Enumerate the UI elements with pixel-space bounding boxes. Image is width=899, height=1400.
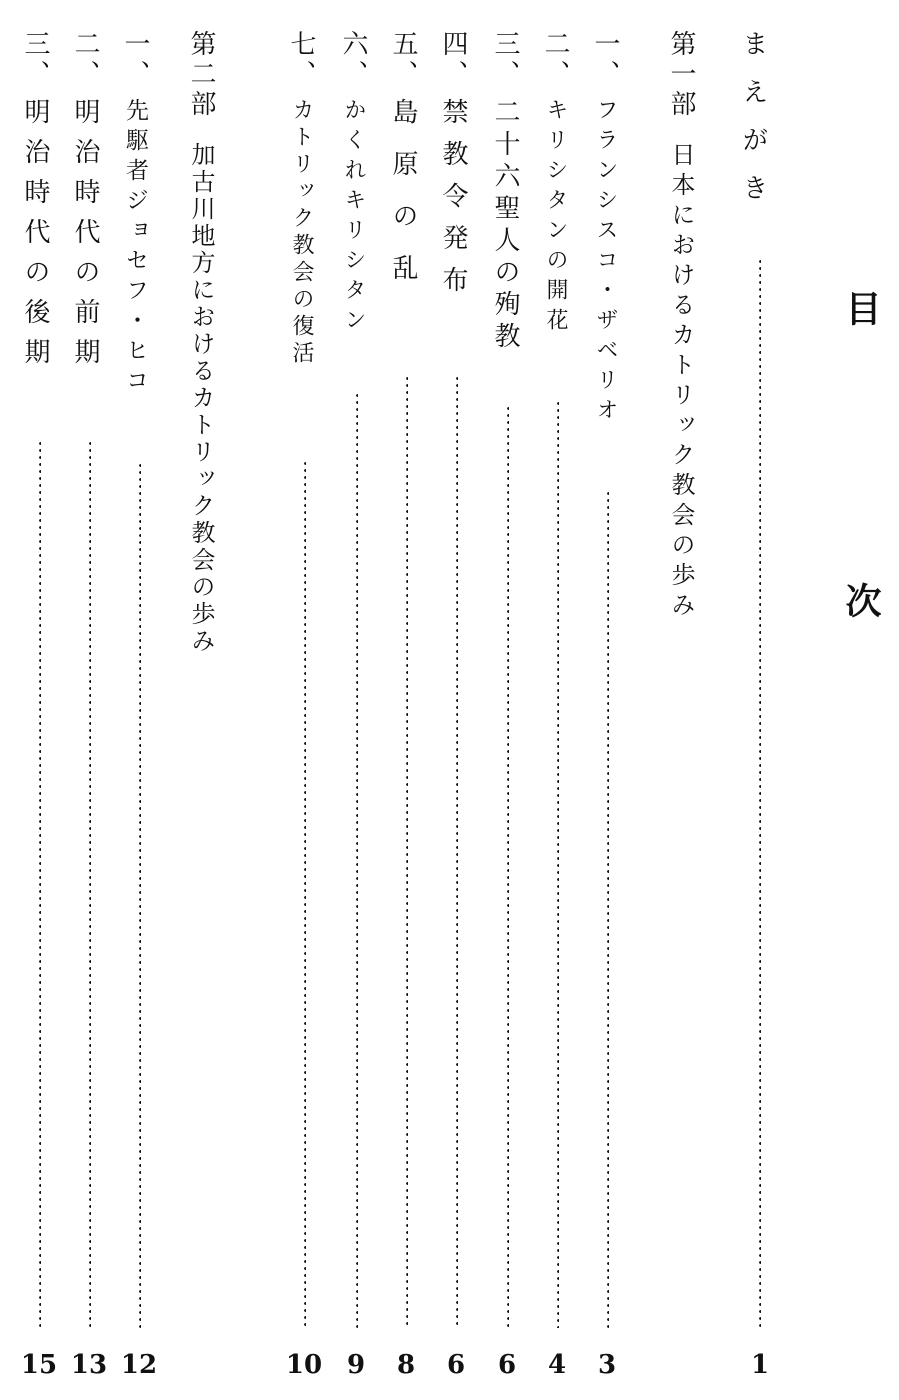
toc-entry-p1-7[interactable] (288, 30, 314, 368)
chapter-title: キリシタンの開花 (543, 98, 568, 338)
dot-leader (139, 462, 141, 1328)
dot-leader (557, 400, 559, 1328)
chapter-title: 二十六聖人の殉教 (490, 98, 520, 354)
part-title: 加古川地方におけるカトリック教会の歩み (187, 142, 215, 655)
chapter-number: 二、 (70, 30, 100, 90)
dot-leader (304, 460, 306, 1328)
dot-leader (89, 440, 91, 1328)
page-number: 13 (70, 1350, 108, 1380)
page-number: 3 (597, 1350, 617, 1380)
part-number: 第二部 (186, 30, 216, 120)
chapter-number: 三、 (490, 30, 520, 90)
chapter-title: 禁教令発布 (438, 98, 468, 308)
page-number: 8 (396, 1350, 416, 1380)
chapter-number: 六、 (338, 30, 368, 90)
chapter-number: 七、 (286, 30, 316, 90)
toc-entry-p1-3[interactable] (492, 30, 518, 354)
chapter-title: 先駆者ジョセフ・ヒコ (122, 98, 148, 398)
chapter-title: 島原の乱 (388, 98, 418, 306)
page-number: 9 (346, 1350, 366, 1380)
chapter-title: 明治時代の前期 (70, 98, 100, 378)
chapter-number: 四、 (438, 30, 468, 90)
toc-entry-preface[interactable] (740, 30, 766, 222)
chapter-number: 一、 (120, 30, 150, 90)
page-title: 目 次 (840, 290, 882, 728)
chapter-number: 三、 (20, 30, 50, 90)
chapter-number: 二、 (540, 30, 570, 90)
toc-entry-p2-2[interactable] (72, 30, 98, 378)
part-number: 第一部 (666, 30, 696, 120)
entry-title: まえがき (738, 30, 768, 222)
page-number: 4 (547, 1350, 567, 1380)
dot-leader (406, 375, 408, 1328)
page-number: 6 (446, 1350, 466, 1380)
chapter-number: 一、 (590, 30, 620, 90)
chapter-title: 明治時代の後期 (20, 98, 50, 378)
chapter-title: カトリック教会の復活 (289, 98, 314, 368)
chapter-number: 五、 (388, 30, 418, 90)
toc-entry-p1-2[interactable] (542, 30, 568, 338)
dot-leader (356, 392, 358, 1328)
dot-leader (759, 258, 761, 1328)
chapter-title: フランシスコ・ザベリオ (593, 98, 618, 428)
page-number: 12 (120, 1350, 158, 1380)
page-number: 1 (750, 1350, 770, 1380)
toc-entry-p2-1[interactable] (122, 30, 148, 398)
toc-entry-p1-6[interactable] (340, 30, 366, 338)
dot-leader (607, 490, 609, 1328)
toc-entry-p1-4[interactable] (440, 30, 466, 308)
page-number: 15 (20, 1350, 58, 1380)
toc-entry-p1-5[interactable] (390, 30, 416, 306)
dot-leader (456, 375, 458, 1328)
page-number: 6 (497, 1350, 517, 1380)
part-title: 日本におけるカトリック教会の歩み (667, 142, 695, 622)
part1-heading (668, 30, 694, 622)
dot-leader (507, 405, 509, 1328)
dot-leader (39, 440, 41, 1328)
toc-entry-p2-3[interactable] (22, 30, 48, 378)
page-number: 10 (285, 1350, 323, 1380)
chapter-title: かくれキリシタン (341, 98, 366, 338)
part2-heading (188, 30, 214, 655)
toc-entry-p1-1[interactable] (592, 30, 618, 428)
